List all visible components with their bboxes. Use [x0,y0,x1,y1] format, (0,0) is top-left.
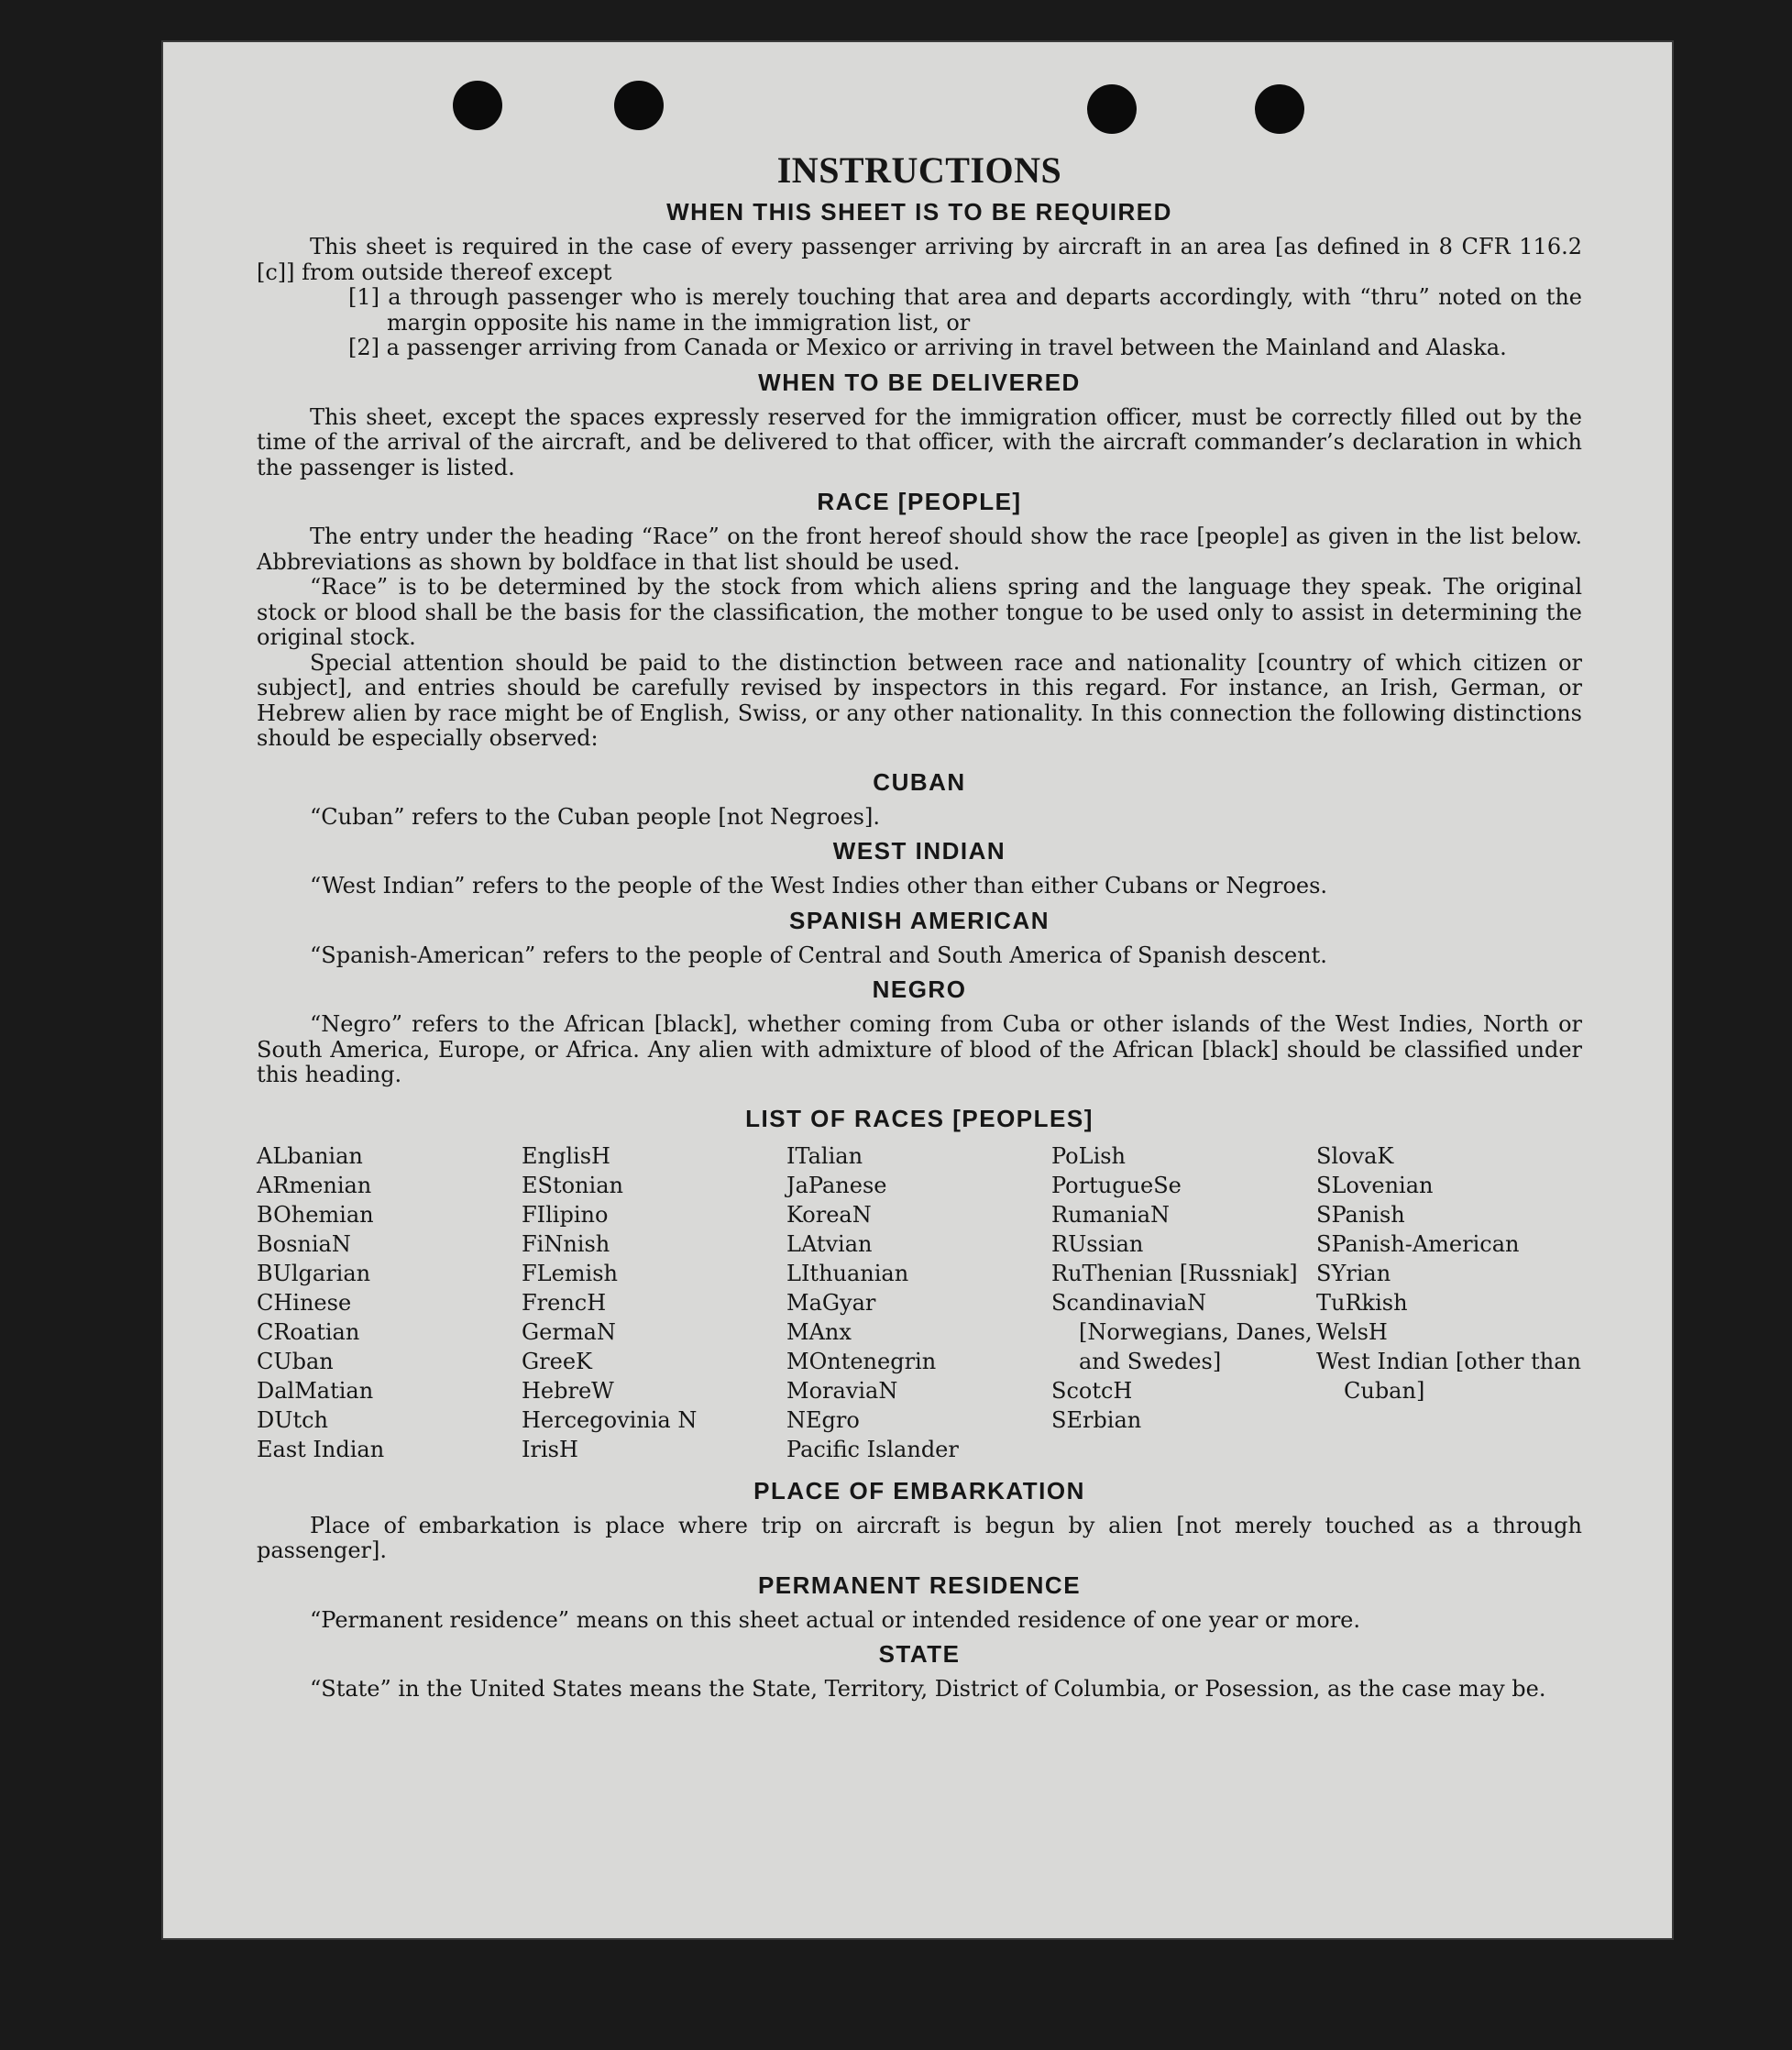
heading-when-required: WHEN THIS SHEET IS TO BE REQUIRED [666,198,1172,226]
heading-negro: NEGRO [872,975,967,1003]
heading-list-of-races: LIST OF RACES [PEOPLES] [745,1104,1094,1132]
race-item: ITalian [786,1142,863,1169]
race-item: JaPanese [786,1172,887,1198]
heading-cuban: CUBAN [873,767,966,796]
race-item: FIlipino [522,1201,609,1228]
race-item: SErbian [1051,1406,1142,1433]
race-item: BOhemian [257,1201,374,1228]
paragraph: Place of embarkation is place where trip on aircraft is begun by alien [not merely touched as a through passenger]. [257,1512,1582,1563]
race-item: GreeK [522,1348,592,1374]
list-item: [2] a passenger arriving from Canada or Mexico or arriving in travel between the Mainland and Alaska. [348,335,1507,360]
race-item: LAtvian [786,1230,873,1257]
race-item: East Indian [257,1436,385,1462]
race-item: FLemish [522,1260,618,1286]
race-item: PortugueSe [1051,1172,1182,1198]
heading-spanish-american: SPANISH AMERICAN [788,906,1050,934]
heading-west-indian: WEST INDIAN [832,837,1006,865]
race-item: West Indian [other than Cuban] [1316,1348,1581,1404]
page-title: INSTRUCTIONS [776,149,1062,191]
race-item: WelsH [1316,1318,1388,1345]
race-item: HebreW [522,1377,614,1404]
race-item: LIthuanian [786,1260,909,1286]
paragraph: Special attention should be paid to the distinction between race and nationality [country of which citizen or subject], and entries should be carefully revised by inspectors in this regard. For instance, an Irish, German, or Hebrew alien by race might be of English, Swiss, or any other nationality. In this connection the following distinctions should be especially observed: [257,649,1582,751]
race-item: FiNnish [522,1230,610,1257]
paragraph: “State” in the United States means the State, Territory, District of Columbia, or Posession, as the case may be. [310,1676,1546,1702]
heading-when-delivered: WHEN TO BE DELIVERED [758,368,1081,396]
races-column-4 [1051,1141,1316,1464]
paragraph: “Spanish-American” refers to the people of Central and South America of Spanish descent. [310,942,1327,968]
race-item: MOntenegrin [786,1348,937,1374]
race-item: TuRkish [1316,1289,1408,1316]
race-item: SPanish [1316,1201,1405,1228]
race-item: DUtch [257,1406,329,1433]
paragraph: “Negro” refers to the African [black], whether coming from Cuba or other islands of the West Indies, North or South America, Europe, or Africa. Any alien with admixture of blood of the African [black] should be classified under this heading. [257,1011,1582,1087]
instruction-sheet [161,40,1674,1940]
paragraph: This sheet is required in the case of every passenger arriving by aircraft in an area [as defined in 8 CFR 116.2 [c]] from outside thereof except [257,234,1582,285]
race-item: RuThenian [Russniak] [1051,1260,1298,1286]
race-item: GermaN [522,1318,616,1345]
race-item: CUban [257,1348,334,1374]
document-body [257,150,1582,1703]
race-item: ARmenian [257,1172,372,1198]
heading-state: STATE [878,1640,961,1668]
race-item: EStonian [522,1172,623,1198]
race-item: ScotcH [1051,1377,1133,1404]
race-item: SLovenian [1316,1172,1434,1198]
race-item: SPanish-American [1316,1230,1520,1257]
punch-hole [1087,84,1137,134]
paragraph: “Permanent residence” means on this sheet actual or intended residence of one year or more. [310,1606,1360,1633]
race-item: NEgro [786,1406,860,1433]
race-item: SYrian [1316,1260,1391,1286]
punch-hole [453,81,502,130]
race-item: PoLish [1051,1142,1127,1169]
punch-hole [1255,84,1304,134]
races-column-3 [786,1141,1051,1464]
race-item: RumaniaN [1051,1201,1171,1228]
paragraph: “West Indian” refers to the people of the West Indies other than either Cubans or Negroes. [310,873,1328,898]
race-item: MoraviaN [786,1377,898,1404]
race-item: ALbanian [257,1142,363,1169]
heading-race: RACE [PEOPLE] [817,488,1022,515]
race-item: KoreaN [786,1201,872,1228]
race-item: MAnx [786,1318,852,1345]
race-item: FrencH [522,1289,607,1316]
heading-place-of-embarkation: PLACE OF EMBARKATION [753,1476,1085,1504]
race-item: BUlgarian [257,1260,371,1286]
race-item: Pacific Islander [786,1436,959,1462]
race-item: CRoatian [257,1318,360,1345]
race-item: IrisH [522,1436,578,1462]
paragraph: “Race” is to be determined by the stock from which aliens spring and the language they speak. The original stock or blood shall be the basis for the classification, the mother tongue to be used only to assist in determining the original stock. [257,574,1582,650]
race-item: DalMatian [257,1377,374,1404]
race-item: SlovaK [1316,1142,1394,1169]
race-item: MaGyar [786,1289,876,1316]
races-column-5 [1316,1141,1581,1464]
race-item: EnglisH [522,1142,610,1169]
race-item: Hercegovinia N [522,1406,698,1433]
race-item: CHinese [257,1289,352,1316]
paragraph: This sheet, except the spaces expressly reserved for the immigration officer, must be correctly filled out by the time of the arrival of the aircraft, and be delivered to that officer, with the aircraft commander’s declaration in which the passenger is listed. [257,403,1582,480]
race-item: ScandinaviaN [Norwegians, Danes, and Swedes] [1051,1289,1313,1374]
race-item: BosniaN [257,1230,351,1257]
races-list [257,1141,1582,1464]
punch-hole [614,81,664,130]
list-item: [1] a through passenger who is merely touching that area and departs accordingly, with “thru” noted on the margin opposite his name in the immigration list, or [348,284,1582,336]
races-column-2 [522,1141,786,1464]
paragraph: The entry under the heading “Race” on the front hereof should show the race [people] as given in the list below. Abbreviations as shown by boldface in that list should be used. [257,524,1582,575]
race-item: RUssian [1051,1230,1144,1257]
heading-permanent-residence: PERMANENT RESIDENCE [757,1571,1082,1599]
races-column-1 [257,1141,522,1464]
paragraph: “Cuban” refers to the Cuban people [not Negroes]. [310,803,880,830]
